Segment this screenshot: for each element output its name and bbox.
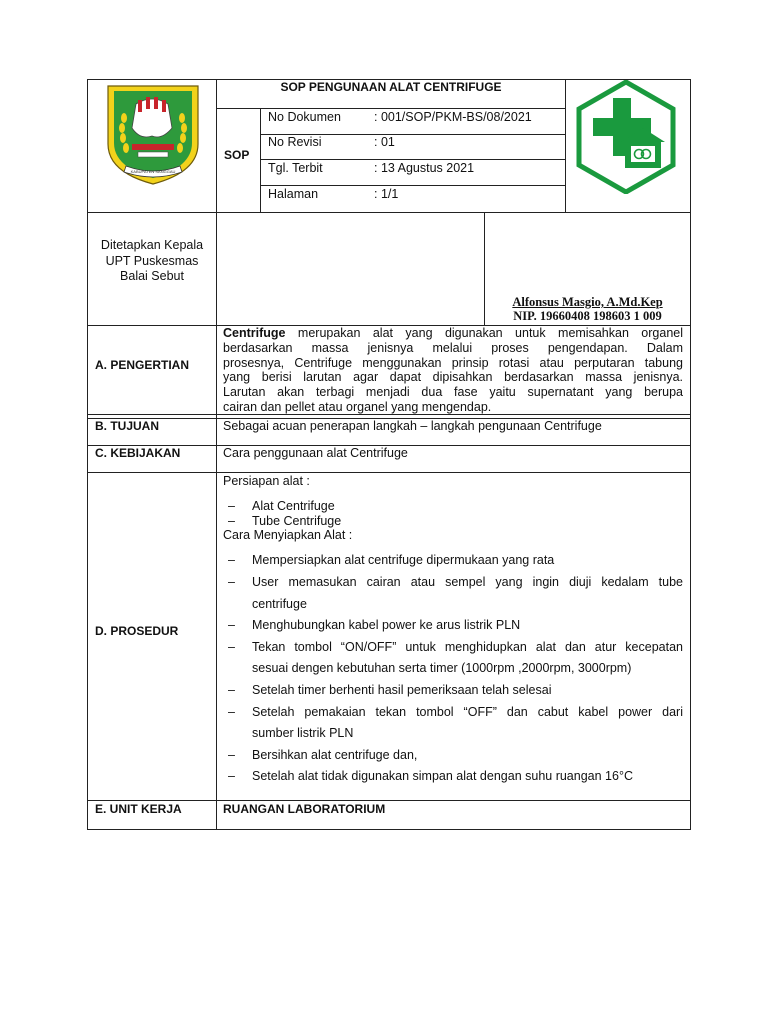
tujuan-text: Sebagai acuan penerapan langkah – langkah pengunaan Centrifuge <box>223 419 602 433</box>
regency-emblem-logo <box>102 82 204 186</box>
section-label-unit-kerja: E. UNIT KERJA <box>95 802 182 816</box>
svg-text:KABUPATEN SANGGAU: KABUPATEN SANGGAU <box>130 169 176 174</box>
step-5-line-1: Setelah timer berhenti hasil pemeriksaan telah selesai <box>252 683 552 697</box>
prep-dash-2: – <box>228 514 235 528</box>
pengertian-line-3: prosesnya, Centrifuge menggunakan prinsip rotasi atau perputaran tabung <box>223 355 683 370</box>
pengertian-line-4: yang berisi larutan agar dapat dipisahkan berdasarkan massa jenisnya. <box>223 370 683 385</box>
step-3-line-1: Menghubungkan kabel power ke arus listrik PLN <box>252 618 521 632</box>
document-title: SOP PENGUNAAN ALAT CENTRIFUGE <box>280 80 502 94</box>
prep-item-2: Tube Centrifuge <box>252 514 342 528</box>
step-dash: – <box>228 705 235 719</box>
info-value-tgl-terbit: : 13 Agustus 2021 <box>374 161 475 175</box>
info-label-tgl-terbit: Tgl. Terbit <box>268 161 323 175</box>
step-dash: – <box>228 553 235 567</box>
step-6-line-1: Setelah pemakaian tekan tombol “OFF” dan cabut kabel power dari <box>252 705 683 719</box>
prep-item-1: Alat Centrifuge <box>252 499 335 513</box>
pengertian-line-5: Larutan akan terbagi menjadi dua fase yaitu supernatant yang berupa <box>223 385 683 400</box>
step-2-line-1: User memasukan cairan atau sempel yang ingin diuji kedalam tube <box>252 575 683 589</box>
step-dash: – <box>228 618 235 632</box>
approval-block <box>88 238 216 285</box>
step-dash: – <box>228 640 235 654</box>
info-value-no-revisi: : 01 <box>374 135 395 149</box>
prep-heading: Persiapan alat : <box>223 474 310 488</box>
sop-label: SOP <box>224 148 250 162</box>
step-2-line-2: centrifuge <box>252 597 307 611</box>
approval-line-3: Balai Sebut <box>120 269 184 283</box>
step-8-line-1: Setelah alat tidak digunakan simpan alat dengan suhu ruangan 16°C <box>252 769 633 783</box>
puskesmas-logo <box>569 80 683 194</box>
info-label-no-dokumen: No Dokumen <box>268 110 341 124</box>
info-label-no-revisi: No Revisi <box>268 135 322 149</box>
step-4-line-1: Tekan tombol “ON/OFF” untuk menghidupkan alat dan atur kecepatan <box>252 640 683 654</box>
unit-kerja-text: RUANGAN LABORATORIUM <box>223 802 386 816</box>
step-dash: – <box>228 575 235 589</box>
step-6-line-2: sumber listrik PLN <box>252 726 354 740</box>
pengertian-term: Centrifuge <box>223 326 286 340</box>
steps-heading: Cara Menyiapkan Alat : <box>223 528 353 542</box>
step-1-line-1: Mempersiapkan alat centrifuge dipermukaan yang rata <box>252 553 555 567</box>
pengertian-text <box>223 326 683 415</box>
pengertian-line-6: cairan dan pellet atau organel yang mengendap. <box>223 399 492 414</box>
step-dash: – <box>228 748 235 762</box>
section-label-kebijakan: C. KEBIJAKAN <box>95 446 181 460</box>
info-value-no-dokumen: : 001/SOP/PKM-BS/08/2021 <box>374 110 532 124</box>
signer-nip: NIP. 19660408 198603 1 009 <box>513 309 662 323</box>
pengertian-line-1: Centrifuge merupakan alat yang digunakan untuk memisahkan organel <box>223 326 683 340</box>
section-label-tujuan: B. TUJUAN <box>95 419 160 433</box>
approval-line-2: UPT Puskesmas <box>105 253 199 268</box>
signer-name: Alfonsus Masgio, A.Md.Kep <box>512 295 663 309</box>
info-value-halaman: : 1/1 <box>374 187 399 201</box>
section-label-prosedur: D. PROSEDUR <box>95 624 179 638</box>
step-dash: – <box>228 683 235 697</box>
step-7-line-1: Bersihkan alat centrifuge dan, <box>252 748 418 762</box>
section-label-pengertian: A. PENGERTIAN <box>95 358 190 372</box>
pengertian-line-2: berdasarkan massa jenisnya melalui proses pengendapan. Dalam <box>223 340 683 355</box>
step-dash: – <box>228 769 235 783</box>
prep-dash-1: – <box>228 499 235 513</box>
kebijakan-text: Cara penggunaan alat Centrifuge <box>223 446 408 460</box>
step-4-line-2: sesuai dengen kebutuhan serta timer (1000rpm ,2000rpm, 3000rpm) <box>252 661 632 675</box>
approval-line-1: Ditetapkan Kepala <box>100 238 204 252</box>
info-label-halaman: Halaman <box>268 187 319 201</box>
